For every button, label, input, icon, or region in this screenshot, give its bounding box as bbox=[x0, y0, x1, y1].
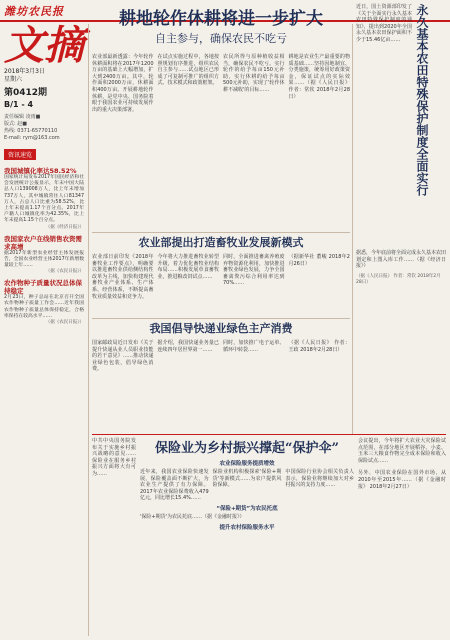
article-title: 我国倡导快递业绿色主产消费 bbox=[149, 322, 293, 335]
divider bbox=[92, 434, 446, 435]
article-column: 同时，加快推广电子运单、循环中转袋…… bbox=[223, 340, 285, 353]
article-express bbox=[92, 322, 350, 422]
sidebar-item bbox=[4, 167, 84, 231]
issue-pages: B/1 - 4 bbox=[4, 100, 34, 109]
editor-info bbox=[4, 114, 84, 142]
article-column: 同时，全面推进畜禽养殖废弃物资源化利用，加快推进畜牧业绿色发展，力争全国畜禽粪污综合利用率达到70%…… bbox=[223, 254, 285, 287]
right-column-source: （据《人民日报》 作者：常钦 2018年2月28日） bbox=[356, 273, 441, 285]
article-column: 中国保险行业协会相关负责人表示，保险业将继续加大对乡村振兴的支持力度…… bbox=[285, 469, 355, 489]
editor-line: E-mail: rym@163.com bbox=[4, 135, 60, 141]
article-columns bbox=[92, 254, 350, 300]
sidebar-item-body: 据2017年新型农业经营主体发展报告，全国农业经营主体2017年新增数量较上年…… bbox=[4, 250, 84, 269]
article-column: 近年来，我国农业保险快速发展，保险覆盖面不断扩大，为农业生产提供了有力保障。2017年农业保险保费收入479亿元，同比增长15.4%…… bbox=[140, 469, 209, 502]
lead-column: 农业部最新透露：今年轮作休耕面积将在2017年1200万亩的基础上大幅增加，扩大到2400万亩。其中，轮作面积2000万亩，休耕面积400万亩。开展耕地轮作休耕，是党中央、国务院着眼于我国农业可持续发展作出的重大决策部署。 bbox=[92, 54, 154, 113]
sidebar-divider bbox=[88, 24, 89, 636]
sidebar-item bbox=[4, 279, 84, 326]
article-column: '保险+期货'为农民托底……（据《金融时报》） bbox=[140, 513, 245, 520]
issue-number: 第0412期 bbox=[4, 88, 48, 98]
article-column: 今年将大力推进畜牧业转型升级，着力优化畜牧业结构布局……积极发展草食畜牧业，推进粮改饲试点…… bbox=[157, 254, 219, 280]
sidebar-item-source: （据《经济日报》） bbox=[45, 224, 84, 230]
editor-line: 热线: 0371-65770110 bbox=[4, 128, 58, 134]
section-title: 文摘 bbox=[4, 22, 84, 69]
article-column: 据介绍，我国快递业务量已连续四年居世界第一…… bbox=[157, 340, 219, 353]
issue-date: 2018年3月3日 bbox=[4, 68, 45, 75]
lead-columns bbox=[92, 54, 350, 113]
article-column: （据新华社 董峻 2018年2月26日） bbox=[288, 254, 350, 267]
article-side-text: 另外，中国农业保险在国外市场，从2010年至2015年……（据《金融时报》 2018年2月27日） bbox=[358, 470, 446, 490]
sidebar-item-title: 我国家农户在线销售农资需求高增 bbox=[4, 234, 82, 251]
sidebar-item-title: 我国城镇化率达58.52% bbox=[4, 167, 77, 175]
article-column: 保险业机构积极探索'保险+期货'等新模式……为农户提供风险保障。 bbox=[212, 469, 282, 489]
article-subhead: 提升农村保险服务水平 bbox=[219, 524, 275, 531]
article-column: （据《人民日报》 作者：王政 2018年2月28日） bbox=[288, 340, 350, 353]
article-title: 保险业为乡村振兴撑起“保护伞” bbox=[155, 441, 339, 456]
article-livestock bbox=[92, 236, 350, 300]
article-title: 农业部提出打造畜牧业发展新模式 bbox=[138, 236, 304, 249]
article-insurance bbox=[92, 438, 446, 636]
sidebar bbox=[4, 24, 84, 636]
article-columns bbox=[140, 469, 354, 502]
sidebar-item-source: （据《农民日报》） bbox=[45, 269, 84, 275]
divider bbox=[92, 232, 350, 233]
article-intro: 中共中央国务院发布关于实施乡村振兴战略的意见……保险业在服务乡村振兴方面将大有可为…… bbox=[92, 438, 136, 477]
sidebar-item-source: （据《农民日报》） bbox=[45, 320, 84, 326]
article-side-text: 会议提出，今年将扩大农业大灾保险试点范围，在部分地区开展稻谷、小麦、玉米三大粮食作物完全成本保险和收入保险试点…… bbox=[358, 438, 446, 464]
issue-weekday: 星期六 bbox=[4, 76, 23, 83]
right-column-text: 近日，国土资源部印发了《关于全面实行永久基本农田特殊保护制度的通知》，提出到2020年全国永久基本农田保护面积不少于15.46亿亩…… bbox=[356, 4, 412, 43]
right-column-title: 永久基本农田特殊保护制度全面实行 bbox=[415, 4, 429, 196]
lead-title: 耕地轮作休耕将进一步扩大 bbox=[119, 9, 323, 29]
sidebar-item-body: 国家统计局发布2017年国民经济和社会发展统计公报显示，年末中国大陆总人口139008万人，比上年末增加737万人，其中城镇常住人口81347万人，占总人口比重为58.52%，比上年末提高1.17个百分点。2017年户籍人口城镇化率为42.35%，比上年末提高1.15个百分点。 bbox=[4, 175, 84, 224]
divider bbox=[92, 318, 350, 319]
article-column: 农业部日前印发《2018年畜牧业工作要点》，明确要以推进畜牧业供给侧结构性改革为主线，加快构建现代畜牧业产业体系、生产体系、经营体系，不断提高畜牧业质量效益和竞争力。 bbox=[92, 254, 154, 300]
lead-column: 在试点实施过程中，各地按照规划有序推进，组织农民自主参与……试点地区已形成了可复制可推广的组织方式、技术模式和政策框架。 bbox=[157, 54, 219, 87]
masthead: 潍坊农民报 bbox=[4, 5, 64, 18]
section-tag: 资讯速览 bbox=[4, 149, 36, 160]
article-subhead: 农业保险服务提质增效 bbox=[219, 461, 275, 467]
article-columns bbox=[92, 340, 350, 373]
right-column-article bbox=[356, 4, 446, 434]
right-divider bbox=[352, 24, 353, 434]
article-column: 国家邮政局近日发布《关于提升快递从业人员职业技能的若干意见》……推动快递业绿色包装，倡导绿色消费。 bbox=[92, 340, 154, 373]
article-subhead: “保险+期货”为农民托底 bbox=[216, 505, 278, 512]
right-column-text: 据悉，今年底前将全面完成永久基本农田划定和上图入库工作……（据《经济日报》） bbox=[356, 250, 447, 270]
lead-column: 农民所得与原种植收益相当，确保农民不吃亏。实行轮作的给予每亩150元补助，实行休耕的给予每亩500元补助，实现了'轮作休耕不减收'的目标…… bbox=[223, 54, 285, 93]
editor-line: 责任编辑 凌雨■ bbox=[4, 114, 41, 120]
sidebar-item-body: 2月23日，种子总站在北京召开全国农作物种子质量工作会……近年我国农作物种子质量总体保持稳定，合格率保持在较高水平…… bbox=[4, 295, 84, 319]
editor-line: 版式: 赵■ bbox=[4, 121, 27, 127]
lead-subtitle: 自主参与，确保农民不吃亏 bbox=[155, 32, 287, 45]
lead-article bbox=[92, 4, 350, 230]
lead-column: 耕地是农业生产最重要的物质基础……坚持因地制宜、分类施策，统筹用好政策资金，保证试点的实际效果……（据《人民日报》 作者：常钦 2018年2月28日） bbox=[288, 54, 350, 100]
sidebar-item-title: 农作物种子质量状况总体保持稳定 bbox=[4, 279, 82, 296]
sidebar-item bbox=[4, 235, 84, 276]
